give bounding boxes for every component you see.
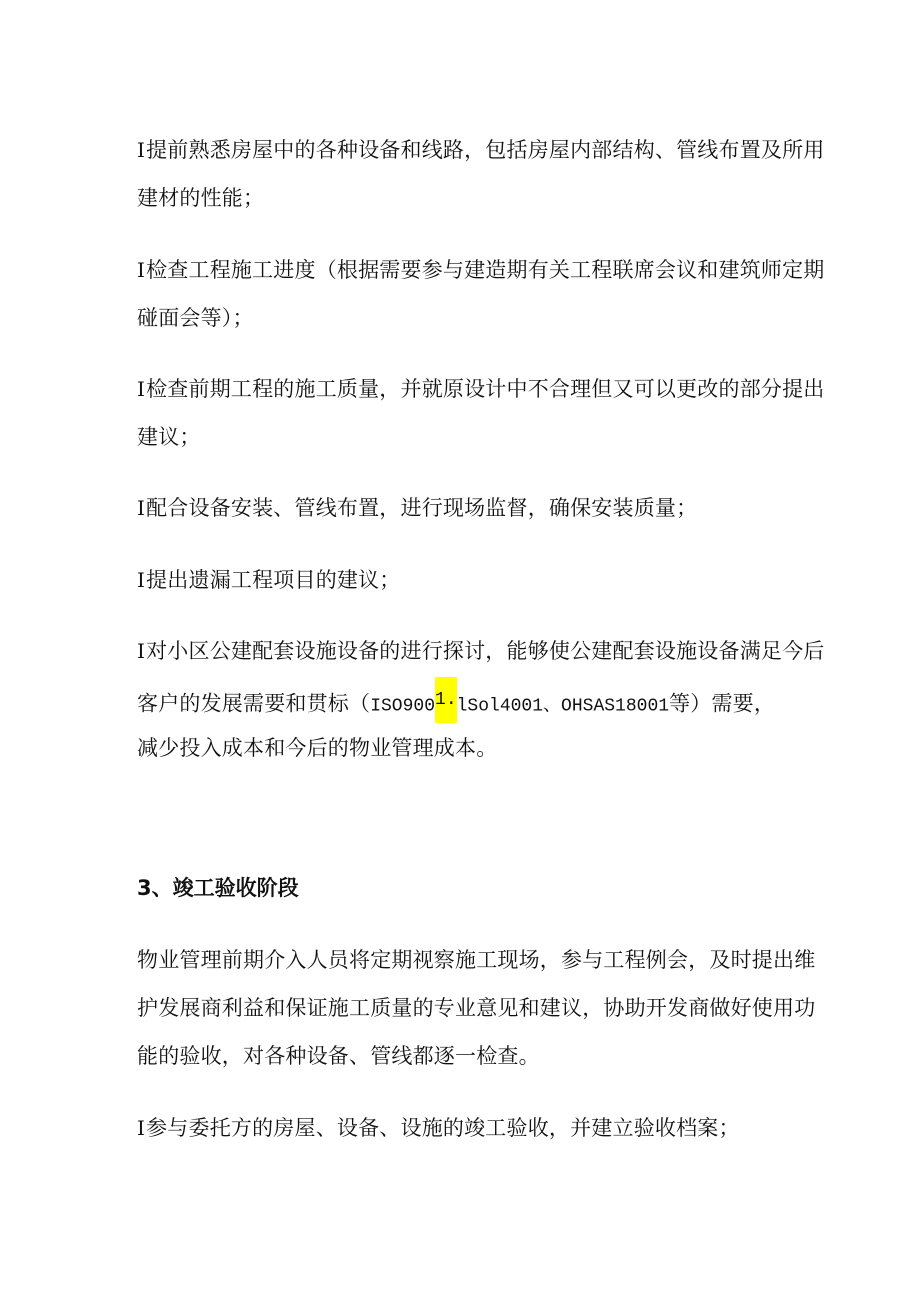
- paragraph-6-line-3: 减少投入成本和今后的物业管理成本。: [137, 736, 498, 760]
- bullet-marker: I: [137, 1116, 146, 1140]
- paragraph-3-line-1: [137, 375, 825, 403]
- paragraph-6-line-2: [137, 686, 797, 723]
- paragraph-text: 对小区公建配套设施设备的进行探讨，能够使公建配套设施设备满足今后: [146, 639, 825, 663]
- paragraph-2-line-1: [137, 256, 825, 284]
- paragraph-3-line-2: 建议；: [137, 425, 201, 449]
- paragraph-6-line-1: [137, 637, 825, 665]
- paragraph-text: 等）需要，: [669, 691, 776, 716]
- bullet-marker: I: [137, 138, 146, 162]
- section-heading: 3、竣工验收阶段: [137, 876, 299, 900]
- paragraph-text: 配合设备安装、管线布置，进行现场监督，确保安装质量；: [146, 496, 698, 520]
- bullet-marker: I: [137, 377, 146, 401]
- paragraph-text: 参与委托方的房屋、设备、设施的竣工验收，并建立验收档案；: [146, 1116, 740, 1140]
- paragraph-5-line-1: [137, 566, 797, 594]
- section-intro-line-2: 护发展商利益和保证施工质量的专业意见和建议，协助开发商做好使用功: [137, 996, 816, 1020]
- paragraph-text: 检查工程施工进度（根据需要参与建造期有关工程联席会议和建筑师定期: [146, 258, 825, 282]
- paragraph-text: 检查前期工程的施工质量，并就原设计中不合理但又可以更改的部分提出: [146, 377, 825, 401]
- paragraph-4-line-1: [137, 494, 797, 522]
- section-item-line-1: [137, 1114, 797, 1142]
- highlighted-text: 1.: [435, 677, 457, 723]
- paragraph-1-line-1: [137, 136, 825, 164]
- bullet-marker: I: [137, 639, 146, 663]
- paragraph-1-line-2: 建材的性能；: [137, 186, 265, 210]
- bullet-marker: I: [137, 258, 146, 282]
- section-intro-line-1: 物业管理前期介入人员将定期视察施工现场，参与工程例会，及时提出维: [137, 948, 816, 972]
- standard-code: ISO900: [370, 696, 436, 717]
- bullet-marker: I: [137, 496, 146, 520]
- section-intro-line-3: 能的验收，对各种设备、管线都逐一检查。: [137, 1044, 540, 1068]
- standard-code: lSol4001、OHSAS18001: [456, 696, 670, 717]
- paragraph-2-line-2: 碰面会等）；: [137, 306, 254, 330]
- paragraph-text: 提前熟悉房屋中的各种设备和线路，包括房屋内部结构、管线布置及所用: [146, 138, 825, 162]
- paragraph-text: 客户的发展需要和贯标（: [137, 691, 371, 716]
- bullet-marker: I: [137, 568, 146, 592]
- paragraph-text: 提出遗漏工程项目的建议；: [146, 568, 401, 592]
